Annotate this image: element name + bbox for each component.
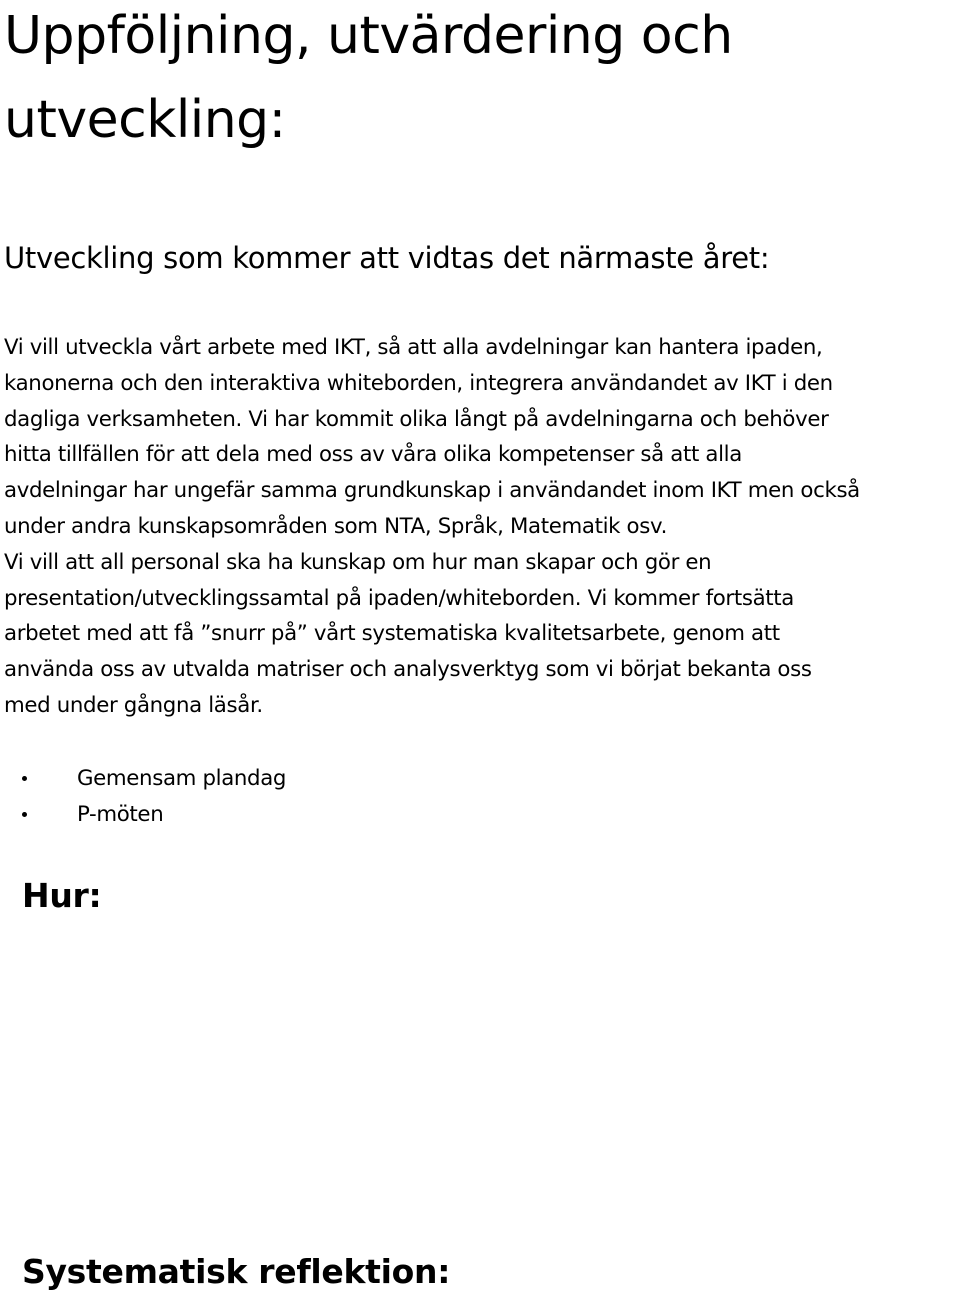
body-line: använda oss av utvalda matriser och analysverktyg som vi börjat bekanta oss [4,657,812,683]
document-title [4,0,954,162]
body-line: Vi vill att all personal ska ha kunskap om hur man skapar och gör en [4,549,712,575]
list-item-text: Gemensam plandag [77,765,287,791]
bullet-dot-icon [22,812,27,817]
section-subheading: Utveckling som kommer att vidtas det närmaste året: [4,241,770,275]
body-line: under andra kunskapsområden som NTA, Språk, Matematik osv. [4,513,667,539]
body-line: presentation/utvecklingssamtal på ipaden/whiteborden. Vi kommer fortsätta [4,585,794,611]
body-line: med under gångna läsår. [4,692,263,718]
title-line-1: Uppföljning, utvärdering och [4,6,733,66]
list-item [22,796,286,832]
bullet-list [22,760,286,832]
body-line: kanonerna och den interaktiva whiteborden, integrera användandet av IKT i den [4,370,833,396]
list-item [22,760,286,796]
body-line: hitta tillfällen för att dela med oss av våra olika kompetenser så att alla [4,442,742,468]
body-line: dagliga verksamheten. Vi har kommit olika långt på avdelningarna och behöver [4,406,829,432]
list-item-text: P-möten [77,801,164,827]
body-paragraph [4,330,960,724]
body-line: Vi vill utveckla vårt arbete med IKT, så att alla avdelningar kan hantera ipaden, [4,335,823,360]
title-line-2: utveckling: [4,90,286,150]
body-line: avdelningar har ungefär samma grundkunskap i användandet inom IKT men också [4,478,860,504]
bullet-dot-icon [22,776,27,781]
heading-systematisk-reflektion: Systematisk reflektion: [22,1252,451,1291]
body-line: arbetet med att få ”snurr på” vårt systematiska kvalitetsarbete, genom att [4,621,780,647]
heading-hur: Hur: [22,876,102,915]
